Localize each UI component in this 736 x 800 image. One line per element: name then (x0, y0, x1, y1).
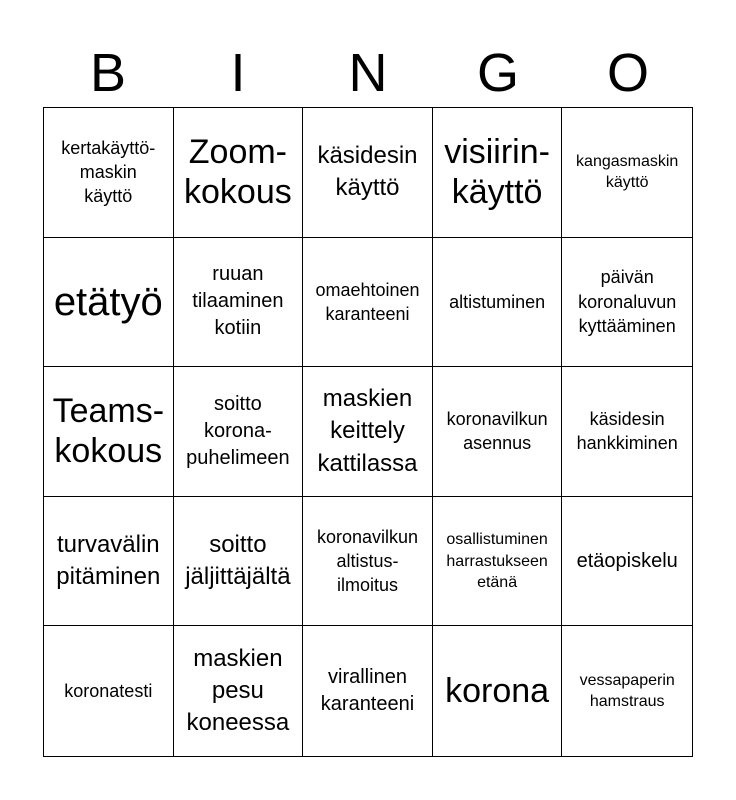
bingo-cell[interactable] (174, 497, 304, 627)
cell-text: altistuminen (449, 291, 546, 312)
bingo-cell[interactable] (562, 626, 692, 756)
cell-text: Teams- kokous (52, 391, 165, 471)
bingo-cell[interactable] (303, 238, 433, 368)
bingo-cell[interactable] (303, 367, 433, 497)
cell-text: kertakäyttö- maskin käyttö (61, 137, 156, 207)
header-letter-n: N (348, 43, 388, 103)
bingo-cell[interactable] (174, 238, 304, 368)
bingo-cell[interactable] (562, 367, 692, 497)
bingo-cell[interactable] (433, 238, 563, 368)
cell-text: maskien pesu koneessa (186, 644, 290, 737)
bingo-cell[interactable] (303, 497, 433, 627)
header-letter-i: I (230, 43, 246, 103)
bingo-cell[interactable] (562, 238, 692, 368)
cell-text: käsidesin hankkiminen (576, 409, 678, 454)
cell-text: kangasmaskin käyttö (576, 153, 679, 192)
bingo-cell[interactable] (174, 367, 304, 497)
cell-text: käsidesin käyttö (317, 141, 418, 202)
cell-text: korona (445, 671, 550, 710)
cell-text: Zoom- kokous (184, 132, 292, 212)
cell-text: etäopiskelu (576, 549, 678, 572)
bingo-cell[interactable] (44, 108, 174, 238)
bingo-cell[interactable] (303, 626, 433, 756)
bingo-cell[interactable] (174, 626, 304, 756)
bingo-cell[interactable] (562, 108, 692, 238)
bingo-cell[interactable] (174, 108, 304, 238)
bingo-cell[interactable] (44, 497, 174, 627)
bingo-cell[interactable] (303, 108, 433, 238)
bingo-cell[interactable] (562, 497, 692, 627)
header-letter-g: G (476, 43, 519, 103)
cell-text: vessapaperin hamstraus (579, 672, 675, 711)
header-letter-b: B (89, 43, 127, 103)
cell-text: soitto korona- puhelimeen (186, 392, 290, 469)
cell-text: visiirin- käyttö (444, 132, 550, 212)
bingo-cell[interactable] (433, 108, 563, 238)
cell-text: osallistuminen harrastukseen etänä (446, 531, 548, 591)
bingo-cell[interactable] (44, 238, 174, 368)
cell-text: ruuan tilaaminen kotiin (192, 263, 284, 340)
bingo-cell[interactable] (433, 367, 563, 497)
cell-text: turvavälin pitäminen (56, 530, 161, 591)
bingo-cell[interactable] (433, 626, 563, 756)
bingo-board (43, 107, 693, 757)
cell-text: koronavilkun altistus- ilmoitus (316, 526, 419, 596)
cell-text: etätyö (53, 279, 163, 324)
bingo-cell[interactable] (44, 626, 174, 756)
cell-text: päivän koronaluvun kyttääminen (578, 267, 677, 337)
cell-text: soitto jäljittäjältä (185, 530, 291, 591)
bingo-cell[interactable] (433, 497, 563, 627)
bingo-cell[interactable] (44, 367, 174, 497)
header-letter-o: O (606, 43, 649, 103)
cell-text: virallinen karanteeni (320, 666, 415, 716)
cell-text: koronavilkun asennus (446, 409, 548, 454)
cell-text: koronatesti (64, 681, 153, 702)
cell-text: maskien keittely kattilassa (317, 384, 418, 477)
cell-text: omaehtoinen karanteeni (315, 279, 420, 324)
bingo-header (43, 38, 693, 108)
